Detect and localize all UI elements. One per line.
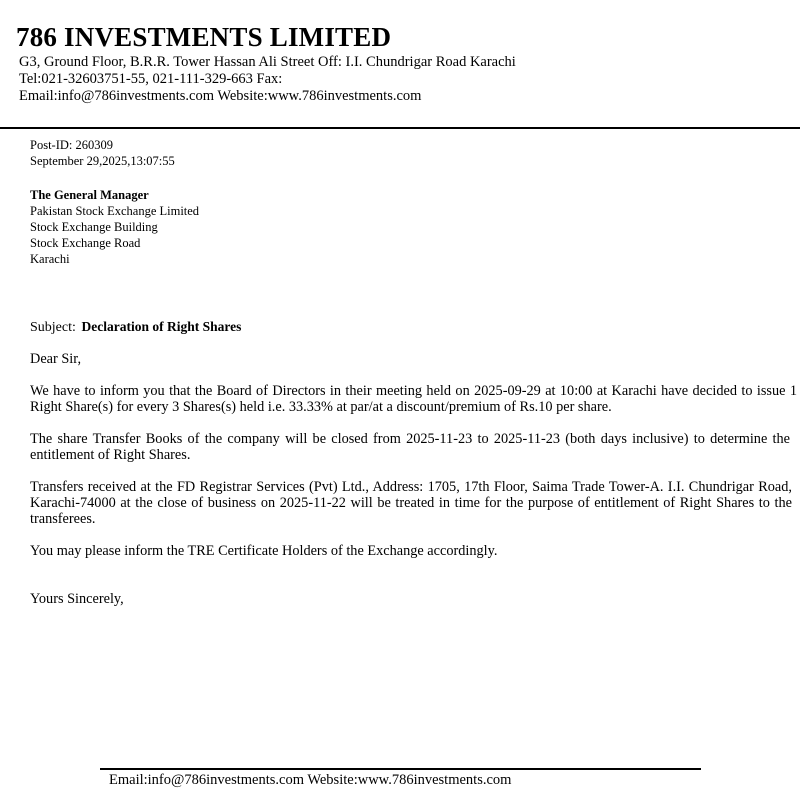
company-name: 786 INVESTMENTS LIMITED (16, 22, 392, 52)
header-divider (0, 127, 800, 129)
recipient-title: The General Manager (30, 188, 149, 202)
footer-contact: Email:info@786investments.com Website:www.786investments.com (109, 772, 512, 788)
paragraph-book-closure: The share Transfer Books of the company will be closed from 2025-11-23 to 2025-11-23 (both days inclusive) to determine the entitlement of Right Shares. (30, 431, 790, 463)
recipient-line: Karachi (30, 252, 70, 266)
subject-line (30, 319, 797, 336)
subject-label: Subject: (30, 320, 76, 335)
salutation: Dear Sir, (30, 351, 82, 367)
post-id: Post-ID: 260309 (30, 138, 113, 152)
paragraph-announcement: We have to inform you that the Board of Directors in their meeting held on 2025-09-29 at 10:00 at Karachi have decided to issue 1 Right Share(s) for every 3 Shares(s) held i.e. 33.33% at par/at a discount/premium of Rs.10 per share. (30, 383, 797, 415)
company-address: G3, Ground Floor, B.R.R. Tower Hassan Ali Street Off: I.I. Chundrigar Road Karachi (19, 54, 516, 70)
footer-divider (100, 768, 701, 770)
post-datetime: September 29,2025,13:07:55 (30, 154, 175, 168)
subject-value: Declaration of Right Shares (81, 319, 242, 334)
company-phone: Tel:021-32603751-55, 021-111-329-663 Fax: (19, 71, 283, 87)
recipient-line: Stock Exchange Building (30, 220, 158, 234)
letterhead (0, 0, 800, 128)
paragraph-transfers: Transfers received at the FD Registrar Services (Pvt) Ltd., Address: 1705, 17th Floor, Saima Trade Tower-A. I.I. Chundrigar Road, Karachi-74000 at the close of business on 2025-11-22 will be treated in time for the purpose of entitlement of Right Shares to the transferees. (30, 479, 792, 527)
paragraph-inform: You may please inform the TRE Certificate Holders of the Exchange accordingly. (30, 543, 498, 559)
closing: Yours Sincerely, (30, 591, 124, 607)
recipient-line: Stock Exchange Road (30, 236, 141, 250)
company-contact: Email:info@786investments.com Website:www.786investments.com (19, 88, 422, 104)
recipient-line: Pakistan Stock Exchange Limited (30, 204, 200, 218)
